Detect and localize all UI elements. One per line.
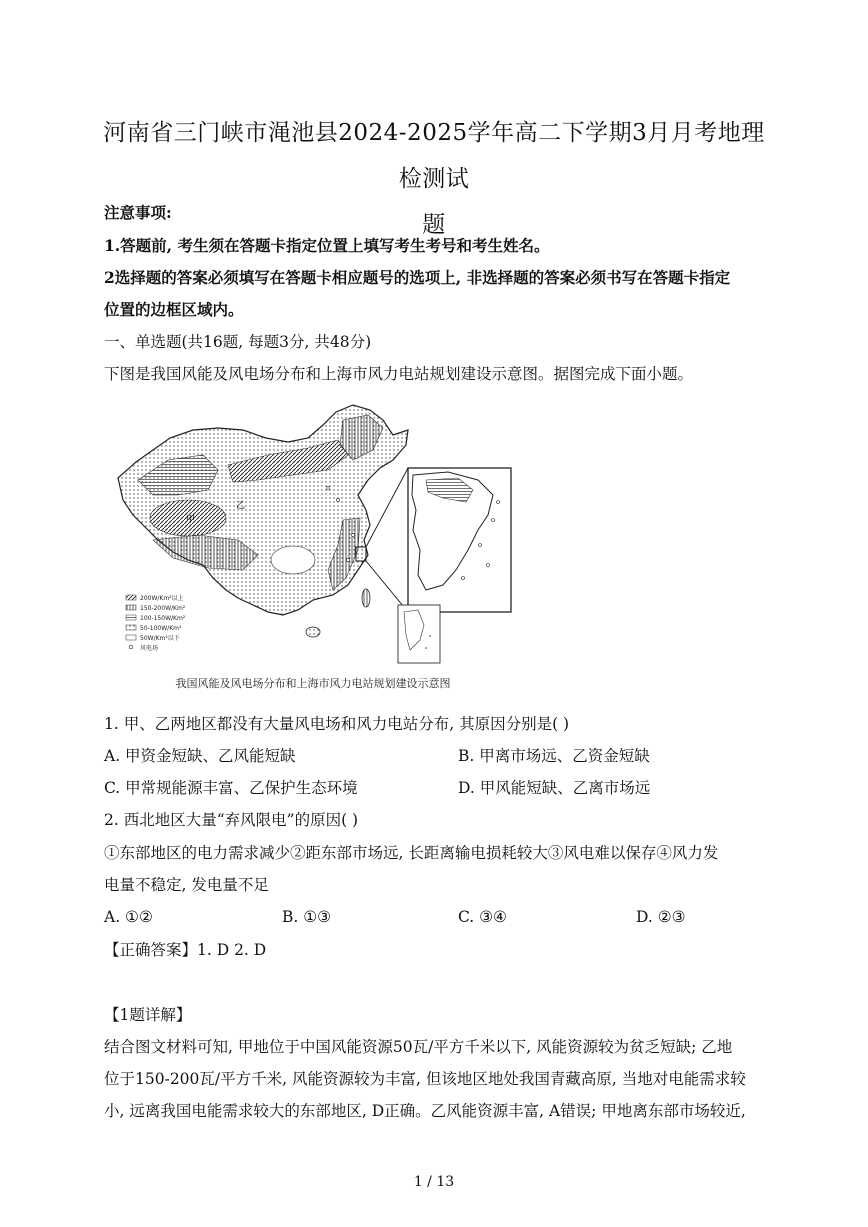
question-2-option-a: A. ①②	[104, 908, 153, 926]
map-legend	[126, 594, 186, 652]
label-jia: 甲	[186, 515, 196, 525]
question-2-option-d: D. ②③	[636, 908, 686, 926]
question-1-option-b: B. 甲离市场远、乙资金短缺	[458, 747, 650, 765]
label-yi: 乙	[236, 501, 246, 511]
page-number: 1 / 13	[413, 1174, 455, 1190]
question-2-option-b: B. ①③	[282, 908, 332, 926]
answer-line: 【正确答案】1. D 2. D	[104, 941, 267, 959]
question-1-option-d: D. 甲风能短缺、乙离市场远	[458, 779, 651, 797]
question-2-stem: 2. 西北地区大量“弃风限电”的原因( )	[104, 811, 359, 829]
map-caption: 我国风能及风电场分布和上海市风力电站规划建设示意图	[175, 677, 451, 690]
title-line-2: 题	[422, 212, 446, 238]
section-heading: 一、单选题(共16题, 每题3分, 共48分)	[104, 333, 372, 351]
question-1-option-a: A. 甲资金短缺、乙风能短缺	[104, 747, 296, 765]
china-wind-map	[108, 400, 520, 698]
wind-energy-map-figure	[108, 400, 520, 698]
title-line-1: 河南省三门峡市渑池县2024-2025学年高二下学期3月月考地理检测试	[103, 120, 765, 192]
question-2-option-c: C. ③④	[458, 908, 507, 926]
legend-item-2: 150-200W/Km²	[140, 605, 186, 612]
question-1-stem: 1. 甲、乙两地区都没有大量风电场和风力电站分布, 其原因分别是( )	[104, 715, 570, 733]
legend-item-4: 50-100W/Km²	[140, 625, 182, 632]
detail-heading: 【1题详解】	[104, 1006, 192, 1024]
question-2-desc-cont: 电量不稳定, 发电量不足	[104, 876, 269, 894]
detail-line-3: 小, 远离我国电能需求较大的东部地区, D正确。乙风能资源丰富, A错误; 甲地离东部市场较近,	[104, 1102, 746, 1120]
notice-item-1: 1.答题前, 考生须在答题卡指定位置上填写考生考号和考生姓名。	[104, 236, 550, 255]
legend-item-6: 风电场	[140, 645, 159, 652]
detail-line-1: 结合图文材料可知, 甲地位于中国风能资源50瓦/平方千米以下, 风能资源较为贫乏短缺; 乙地	[104, 1038, 733, 1056]
question-1-option-c: C. 甲常规能源丰富、乙保护生态环境	[104, 779, 358, 797]
document-title	[100, 110, 768, 248]
legend-item-1: 200W/Km²以上	[140, 595, 184, 602]
detail-line-2: 位于150-200瓦/平方千米, 风能资源较为丰富, 但该地区地处我国青藏高原, 当地对电能需求较	[104, 1070, 746, 1088]
notice-item-2-cont: 位置的边框区域内。	[104, 300, 244, 319]
notice-item-2: 2选择题的答案必须填写在答题卡相应题号的选项上, 非选择题的答案必须书写在答题卡指定	[104, 268, 731, 287]
question-intro: 下图是我国风能及风电场分布和上海市风力电站规划建设示意图。据图完成下面小题。	[104, 365, 694, 383]
question-2-desc: ①东部地区的电力需求减少②距东部市场远, 长距离输电损耗较大③风电难以保存④风力发	[104, 844, 719, 862]
notice-heading: 注意事项:	[104, 203, 172, 222]
legend-item-5: 50W/Km²以下	[140, 635, 180, 642]
legend-item-3: 100-150W/Km²	[140, 615, 186, 622]
